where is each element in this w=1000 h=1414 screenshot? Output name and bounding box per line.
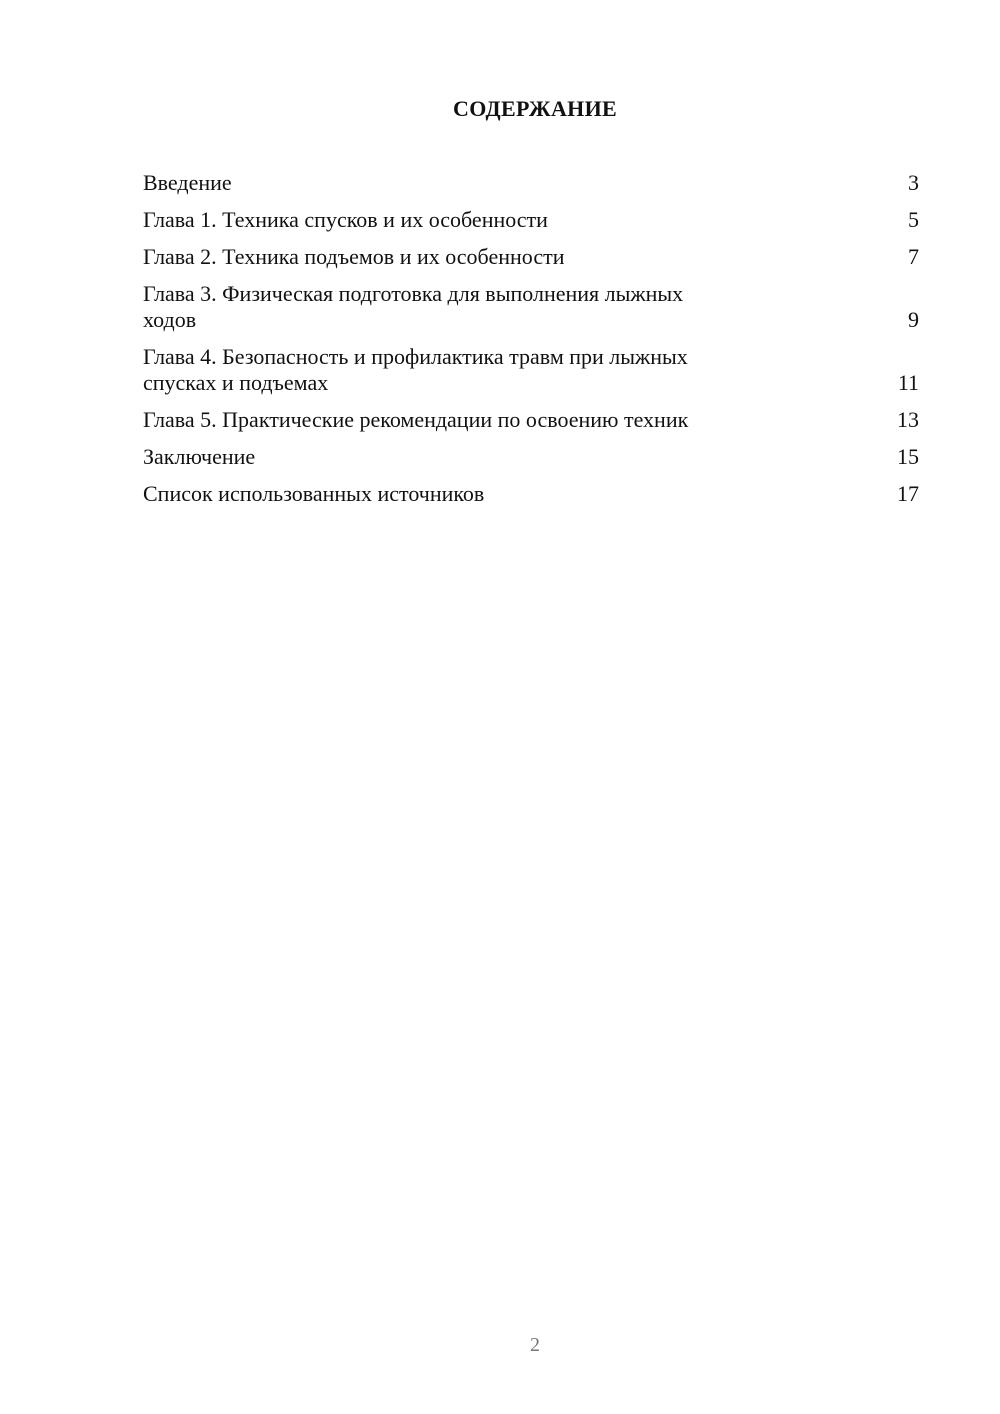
toc-entry-page: 17 — [897, 481, 919, 506]
toc-entry-title-line: Глава 2. Техника подъемов и их особенности — [143, 244, 565, 269]
toc-entry-title — [143, 207, 773, 233]
toc-entry-title-line: Введение — [143, 170, 232, 195]
toc-entry-title — [143, 244, 773, 270]
toc-entry-title-line: Глава 3. Физическая подготовка для выполнения лыжных — [143, 281, 684, 306]
toc-entry-chapter-2 — [143, 244, 919, 270]
toc-entry-page: 3 — [908, 170, 919, 195]
toc-entry-title-line: спусках и подъемах — [143, 370, 329, 395]
toc-entry-title-line: Заключение — [143, 444, 256, 469]
toc-entry-title-line: Глава 5. Практические рекомендации по освоению техник — [143, 407, 689, 432]
table-of-contents — [143, 170, 919, 518]
toc-entry-title — [143, 407, 773, 433]
toc-entry-title — [143, 444, 773, 470]
toc-entry-title-line: Глава 1. Техника спусков и их особенности — [143, 207, 548, 232]
toc-entry-title-line: Глава 4. Безопасность и профилактика травм при лыжных — [143, 344, 688, 369]
toc-entry-conclusion — [143, 444, 919, 470]
toc-entry-title — [143, 344, 773, 396]
toc-entry-title — [143, 481, 773, 507]
toc-entry-page: 5 — [908, 207, 919, 232]
toc-entry-chapter-3 — [143, 281, 919, 333]
toc-entry-chapter-1 — [143, 207, 919, 233]
toc-entry-page: 15 — [897, 444, 919, 469]
toc-entry-chapter-5 — [143, 407, 919, 433]
toc-entry-chapter-4 — [143, 344, 919, 396]
toc-heading: СОДЕРЖАНИЕ — [453, 96, 617, 121]
toc-entry-page: 13 — [897, 407, 919, 432]
toc-entry-page: 7 — [908, 244, 919, 269]
toc-entry-title — [143, 170, 773, 196]
toc-entry-page: 9 — [908, 307, 919, 332]
page-number: 2 — [530, 1334, 540, 1356]
toc-entry-references — [143, 481, 919, 507]
toc-entry-title-line: ходов — [143, 307, 197, 332]
toc-entry-title — [143, 281, 773, 333]
toc-entry-introduction — [143, 170, 919, 196]
toc-entry-title-line: Список использованных источников — [143, 481, 485, 506]
toc-entry-page: 11 — [897, 370, 919, 395]
